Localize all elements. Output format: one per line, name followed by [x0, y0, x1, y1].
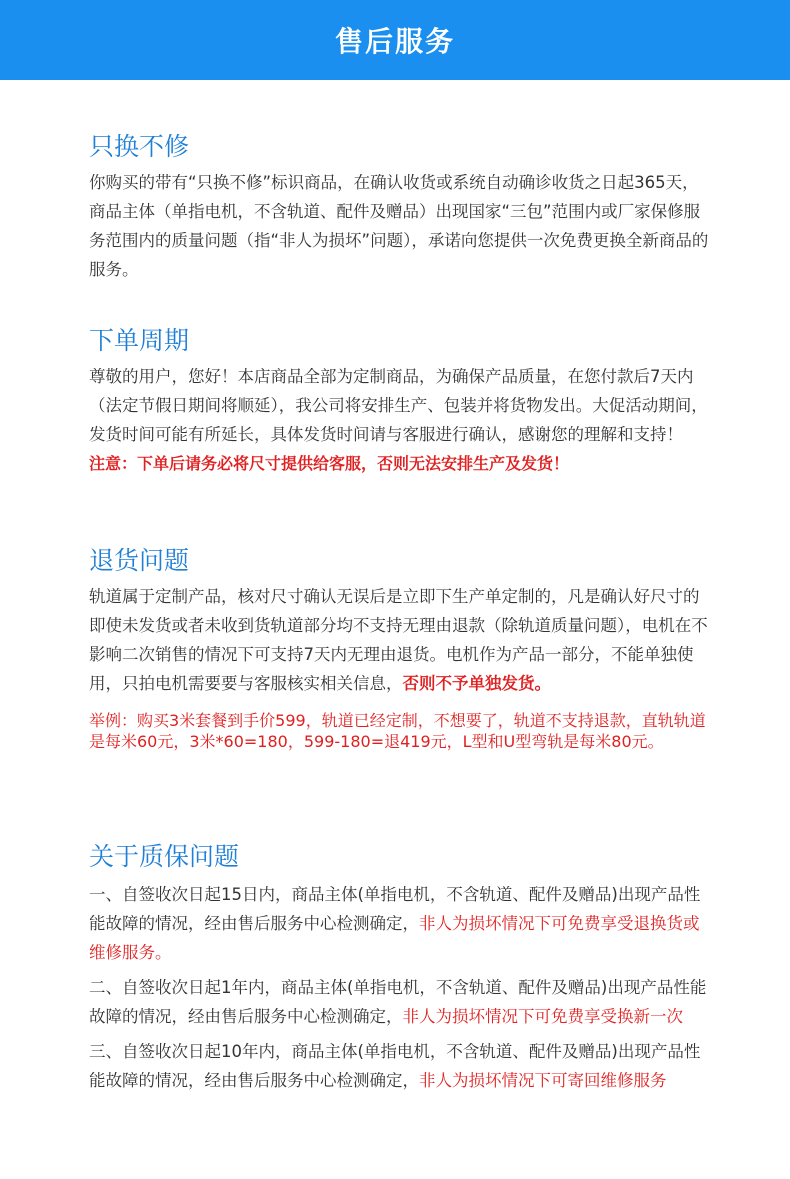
section-replace-only	[89, 130, 709, 284]
warranty-item	[89, 880, 709, 967]
warranty-item-text: 二、自签收次日起1年内，商品主体(单指电机，不含轨道、配件及赠品)出现产品性能故障的情况，经由售后服务中心检测确定，	[89, 978, 707, 1026]
section-paragraph: 尊敬的用户，您好！本店商品全部为定制商品，为确保产品质量，在您付款后7天内（法定节假日期间将顺延），我公司将安排生产、包装并将货物发出。大促活动期间，发货时间可能有所延长，具体发货时间请与客服进行确认，感谢您的理解和支持！	[89, 367, 708, 444]
warranty-item-text: 三、自签收次日起10年内，商品主体(单指电机，不含轨道、配件及赠品)出现产品性能故障的情况，经由售后服务中心检测确定，	[89, 1042, 701, 1090]
paragraph-text: 轨道属于定制产品，核对尺寸确认无误后是立即下生产单定制的，凡是确认好尺寸的即使未发货或者未收到货轨道部分均不支持无理由退款（除轨道质量问题），电机在不影响二次销售的情况下可支持7天内无理由退货。电机作为产品一部分，不能单独使用，只拍电机需要要与客服核实相关信息，	[89, 587, 708, 693]
section-paragraph: 你购买的带有“只换不修”标识商品，在确认收货或系统自动确诊收货之日起365天，商品主体（单指电机，不含轨道、配件及赠品）出现国家“三包”范围内或厂家保修服务范围内的质量问题（指“非人为损坏”问题），承诺向您提供一次免费更换全新商品的服务。	[89, 173, 709, 279]
warranty-item-highlight: 非人为损坏情况下可寄回维修服务	[419, 1071, 667, 1090]
section-title: 下单周期	[89, 326, 190, 355]
warranty-item-text: 一、自签收次日起15日内，商品主体(单指电机，不含轨道、配件及赠品)出现产品性能故障的情况，经由售后服务中心检测确定，	[89, 885, 701, 933]
warranty-item	[89, 973, 709, 1031]
warranty-item-highlight: 非人为损坏情况下可免费享受换新一次	[402, 1007, 683, 1026]
section-title: 只换不修	[89, 132, 190, 161]
page-title: 售后服务	[334, 25, 455, 58]
section-returns	[89, 544, 709, 752]
section-paragraph	[89, 582, 709, 698]
section-title: 退货问题	[89, 546, 190, 575]
warranty-item	[89, 1037, 709, 1095]
section-title: 关于质保问题	[89, 842, 240, 871]
order-note: 注意：下单后请务必将尺寸提供给客服，否则无法安排生产及发货！	[89, 454, 570, 473]
warranty-item-highlight: 非人为损坏情况下可免费享受退换货或维修服务。	[89, 914, 700, 962]
page-header	[0, 0, 790, 80]
paragraph-warning: 否则不予单独发货。	[402, 674, 551, 693]
return-example: 举例：购买3米套餐到手价599，轨道已经定制，不想要了，轨道不支持退款，直轨轨道是每米60元，3米*60=180，599-180=退419元，L型和U型弯轨是每米80元。	[89, 711, 706, 751]
section-warranty	[89, 840, 709, 1095]
section-order-cycle	[89, 324, 709, 478]
